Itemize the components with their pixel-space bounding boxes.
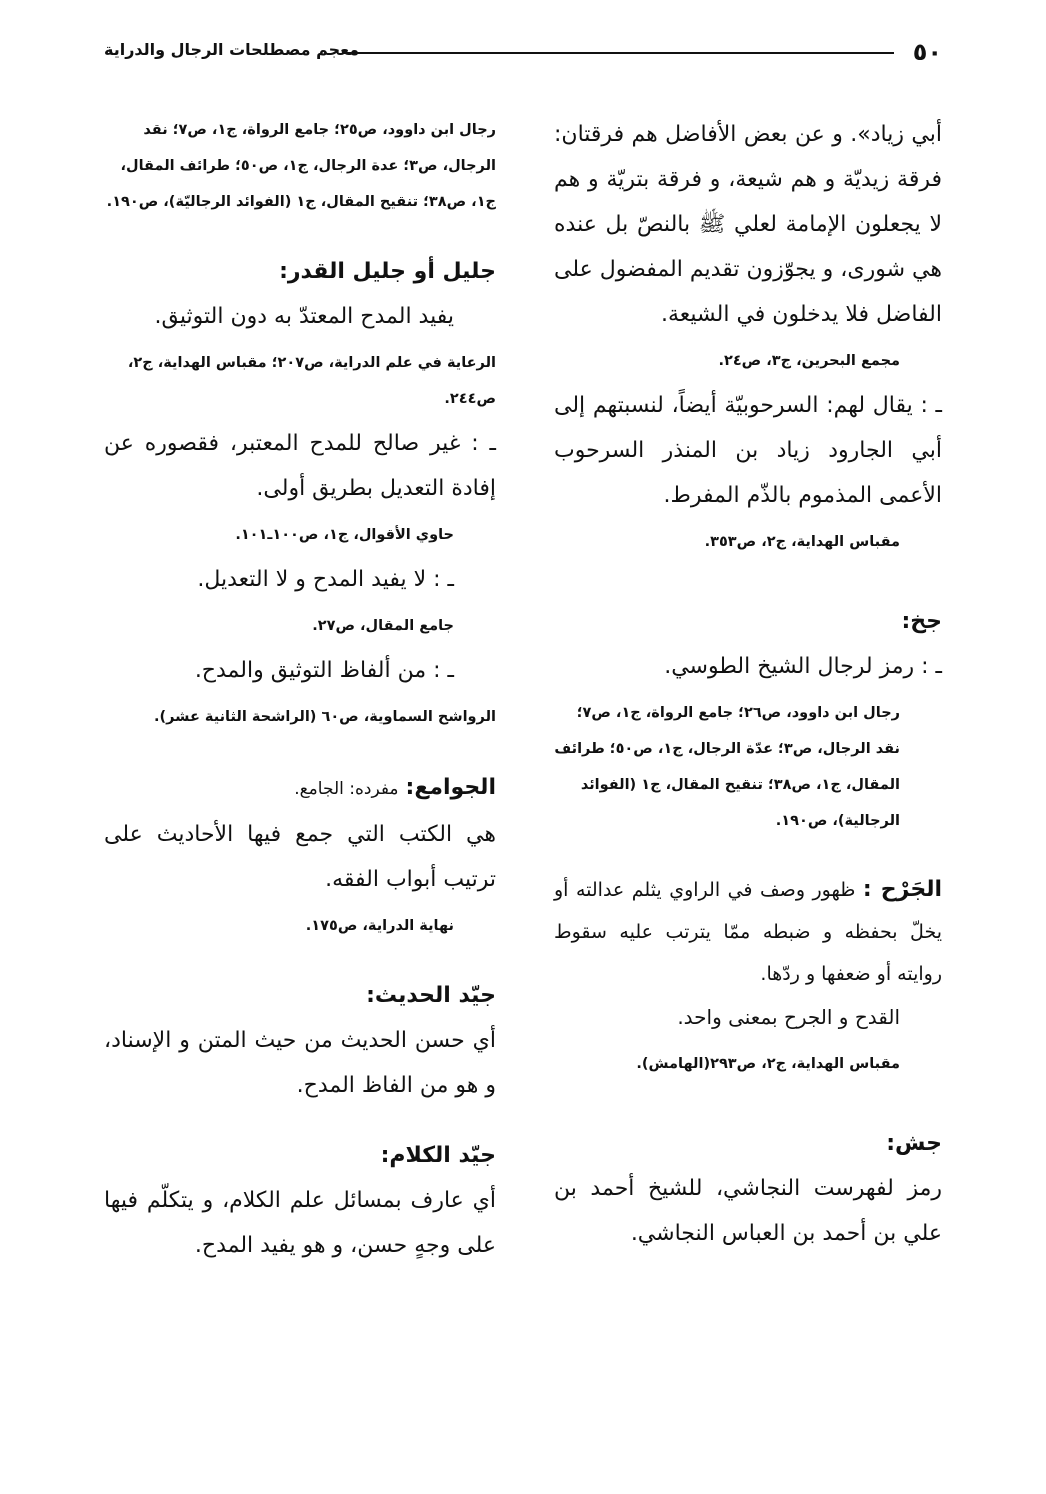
entry-text1-jalil: يفيد المدح المعتدّ به دون التوثيق.: [154, 304, 454, 329]
entry-text-jawami: هي الكتب التي جمع فيها الأحاديث على ترتيب أبواب الفقه.: [104, 822, 496, 892]
entry-reference2-jalil: حاوي الأقوال، ج١، ص١٠٠ـ١٠١.: [235, 527, 454, 543]
entry-term-jayyid-hadith: جيّد الحديث:: [366, 983, 496, 1008]
entry-note-jawami: مفرده: الجامع.: [294, 779, 399, 799]
top-reference: رجال ابن داوود، ص٢٥؛ جامع الرواة، ج١، ص٧؛ نقد الرجال، ص٣؛ عدة الرجال، ج١، ص٥٠؛ طرائف المقال، ج١، ص٣٨؛ تنقيح المقال، ج١ (الفوائد الرجاليّة)، ص١٩٠.: [106, 122, 496, 210]
right-column: [554, 112, 942, 1256]
entry-term-jarh: الجَرْح :: [862, 877, 943, 902]
entry-term-jsh: جش:: [886, 1131, 942, 1156]
left-column: [104, 112, 496, 1268]
entry-reference-jawami: نهاية الدراية، ص١٧٥.: [305, 918, 454, 934]
entry-text2-jarh: القدح و الجرح بمعنى واحد.: [677, 1005, 900, 1029]
entry-text-jayyid-hadith: أي حسن الحديث من حيث المتن و الإسناد، و هو من الفاظ المدح.: [104, 1028, 496, 1098]
entry-text-jarh: ظهور وصف في الراوي يثلم عدالته أو يخلّ بحفظه و ضبطه ممّا يترتب عليه سقوط روايته أو ضعفها و ردّها.: [554, 879, 942, 985]
entry-text-jayyid-kalam: أي عارف بمسائل علم الكلام، و يتكلّم فيها على وجهٍ حسن، و هو يفيد المدح.: [104, 1188, 496, 1258]
entry-reference1-jalil: الرعاية في علم الدراية، ص٢٠٧؛ مقباس الهداية، ج٢، ص٢٤٤.: [127, 355, 496, 407]
entry-term-jalil: جليل أو جليل القدر:: [279, 259, 496, 284]
entry-jarh: [554, 869, 942, 995]
entry-reference3-jalil: جامع المقال، ص٢٧.: [312, 618, 454, 634]
entry-text4-jalil: ـ : من ألفاظ التوثيق والمدح.: [194, 658, 454, 683]
intro-text: أبي زياد». و عن بعض الأفاضل هم فرقتان: فرقة زيديّة و هم شيعة، و فرقة بتريّة و هم لا يجعلون الإمامة لعلي ﷺ بالنصّ بل عنده هي شورى، و يجوّزون تقديم المفضول على الفاضل فلا يدخلون في الشيعة.: [554, 122, 942, 327]
entry-term-jawami: الجوامع:: [405, 775, 496, 800]
sub-entry-text: ـ : يقال لهم: السرحوبيّة أيضاً، لنسبتهم إلى أبي الجارود زياد بن المنذر السرحوب الأعمى المذموم بالذّم المفرط.: [554, 393, 942, 508]
intro-reference: مجمع البحرين، ج٣، ص٢٤.: [718, 353, 900, 369]
entry-reference4-jalil: الرواشح السماوية، ص٦٠ (الراشحة الثانية عشر).: [154, 709, 496, 725]
entry-jawami: [104, 765, 496, 812]
entry-term-jkh: جخ:: [901, 609, 942, 634]
entry-term-jayyid-kalam: جيّد الكلام:: [380, 1143, 496, 1168]
entry-text-jkh: ـ : رمز لرجال الشيخ الطوسي.: [664, 654, 942, 679]
entry-reference-jarh: مقباس الهداية، ج٢، ص٢٩٣(الهامش).: [636, 1056, 900, 1072]
page-number: ٥٠: [912, 38, 942, 66]
entry-text2-jalil: ـ : غير صالح للمدح المعتبر، فقصوره عن إفادة التعديل بطريق أولى.: [104, 431, 496, 501]
entry-reference-jkh: رجال ابن داوود، ص٢٦؛ جامع الرواة، ج١، ص٧؛ نقد الرجال، ص٣؛ عدّة الرجال، ج١، ص٥٠؛ طرائف المقال، ج١، ص٣٨؛ تنقيح المقال، ج١ (الفوائد الرجالية)، ص١٩٠.: [554, 705, 900, 829]
entry-text-jsh: رمز لفهرست النجاشي، للشيخ أحمد بن علي بن أحمد بن العباس النجاشي.: [554, 1176, 942, 1246]
sub-entry-reference: مقباس الهداية، ج٢، ص٣٥٣.: [704, 534, 900, 550]
page-header: [104, 38, 942, 68]
entry-text3-jalil: ـ : لا يفيد المدح و لا التعديل.: [197, 567, 454, 592]
book-title: معجم مصطلحات الرجال والدراية: [104, 40, 360, 59]
header-rule: [342, 52, 894, 54]
